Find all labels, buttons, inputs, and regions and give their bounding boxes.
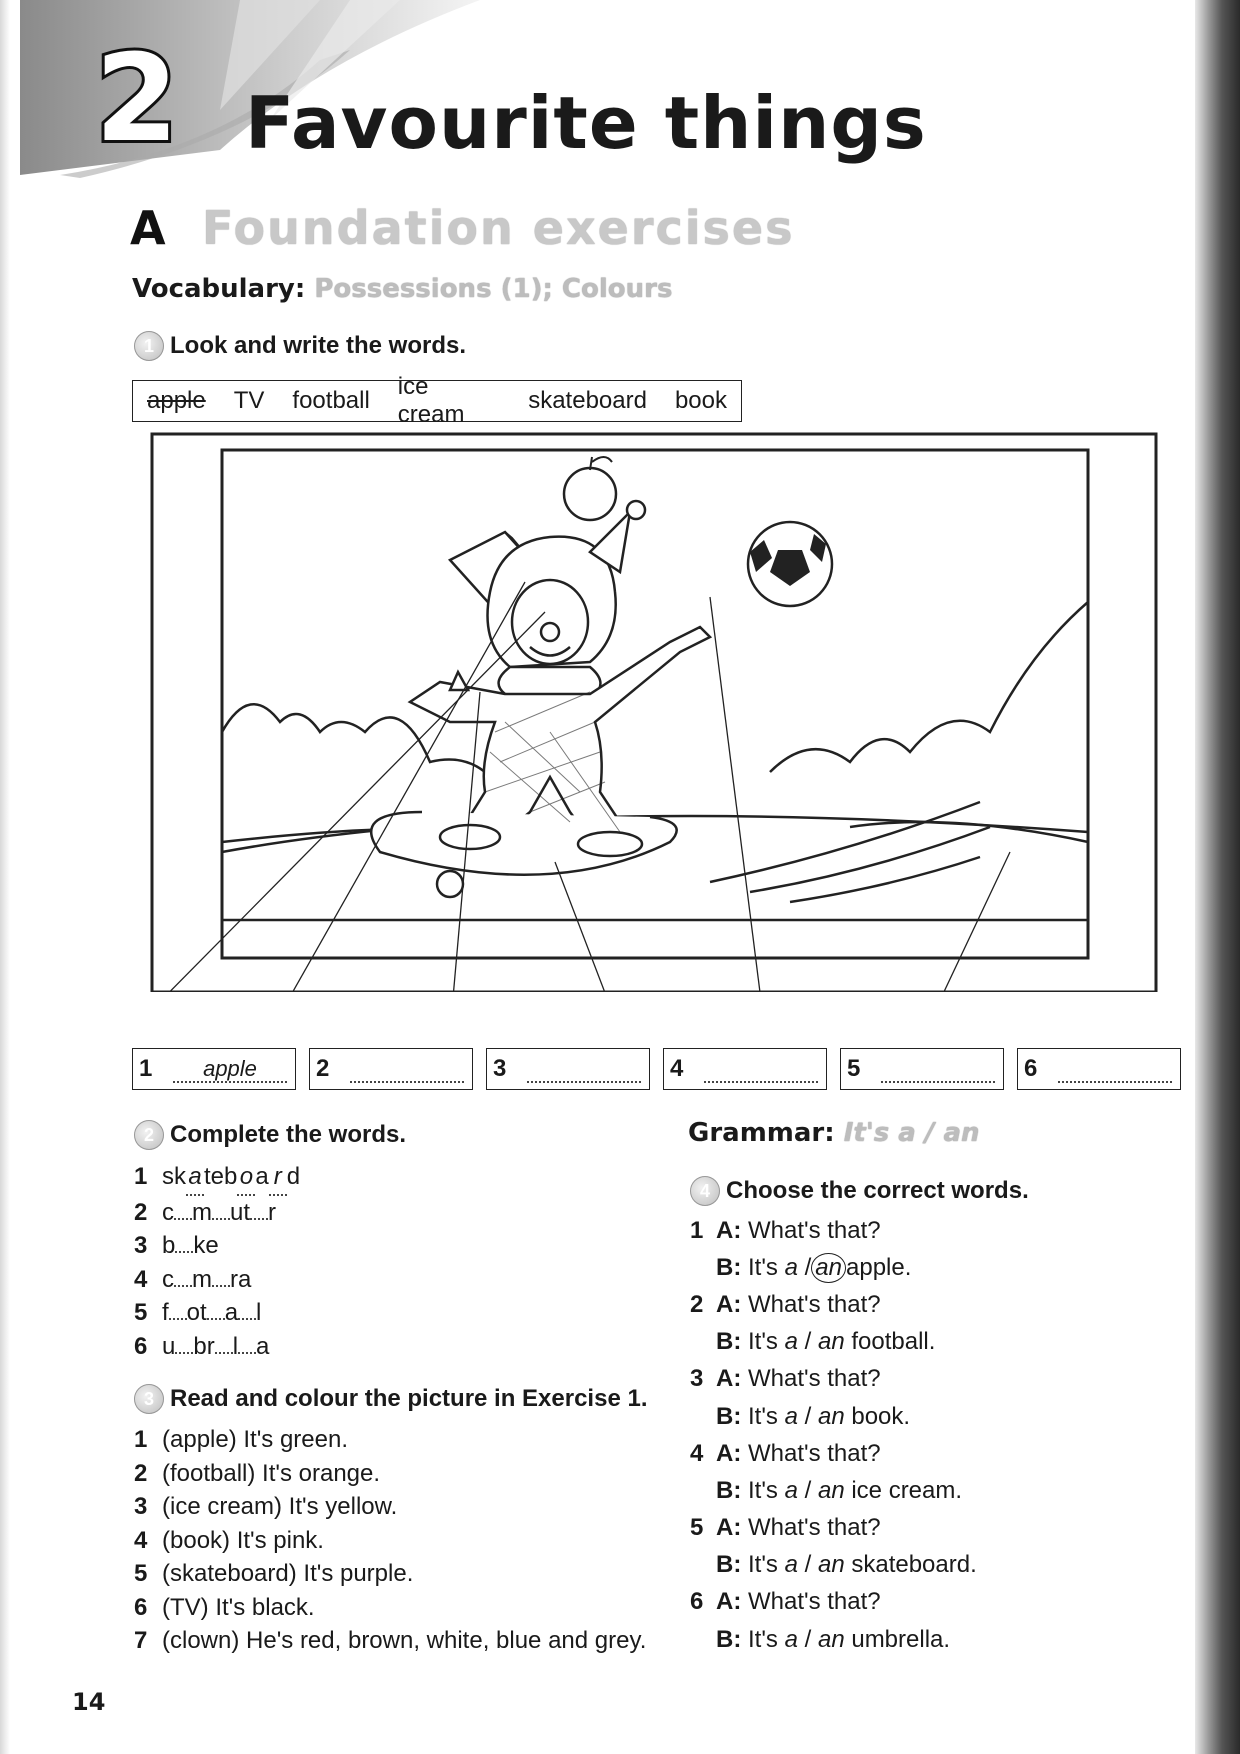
list-item: 4 c m ra (134, 1265, 252, 1293)
word-book: book (674, 387, 727, 414)
letter-part: ot (186, 1299, 207, 1326)
answer-box-2[interactable]: 2 (309, 1048, 473, 1090)
letter-part: ut (230, 1198, 251, 1226)
letter-part: l (256, 1299, 262, 1326)
section-letter: A (130, 201, 166, 255)
question-row: 5 A: What's that? (690, 1514, 881, 1542)
letter-gap[interactable] (207, 1318, 225, 1320)
answer-row: B: It's a / an apple. (716, 1253, 912, 1281)
page-number: 14 (72, 1688, 106, 1716)
exercise-2-heading (134, 1120, 406, 1150)
letter-gap[interactable] (169, 1318, 187, 1320)
section-title: Foundation exercises (202, 201, 795, 255)
letter-part: a (256, 1332, 270, 1360)
option-an[interactable]: an (817, 1402, 845, 1430)
answer-6-value[interactable] (1058, 1055, 1172, 1083)
letter-gap[interactable] (175, 1251, 193, 1253)
answer-box-3[interactable]: 3 (486, 1048, 650, 1090)
letter-gap[interactable] (238, 1352, 256, 1354)
option-an[interactable]: an (817, 1551, 845, 1579)
list-item: 3 (ice cream) It's yellow. (134, 1493, 398, 1520)
list-item: 1 (apple) It's green. (134, 1426, 349, 1453)
unit-number: 2 (95, 30, 179, 169)
list-item: 2 (football) It's orange. (134, 1459, 381, 1487)
option-an[interactable]: an (811, 1253, 846, 1283)
answer-row: B: It's a / an umbrella. (716, 1625, 951, 1653)
letter-gap[interactable] (174, 1218, 192, 1220)
grammar-heading (688, 1116, 980, 1150)
option-a[interactable]: a (784, 1625, 798, 1653)
page-binding-shadow (1195, 0, 1240, 1754)
letter-part: r (268, 1198, 277, 1226)
letter-gap[interactable] (250, 1218, 268, 1220)
letter-part: u (162, 1332, 176, 1360)
answer-2-value[interactable] (350, 1055, 464, 1083)
exercise-4-instruction: Choose the correct words. (726, 1177, 1029, 1204)
option-a[interactable]: a (784, 1402, 798, 1430)
answer-row: B: It's a / an book. (716, 1402, 911, 1430)
answer-row: B: It's a / an skateboard. (716, 1551, 977, 1579)
answer-5-value[interactable] (881, 1055, 995, 1083)
list-item: 2 c m ut r (134, 1198, 277, 1226)
letter-gap[interactable]: r (269, 1160, 287, 1196)
option-a[interactable]: a (784, 1253, 798, 1281)
answer-3-value[interactable] (527, 1055, 641, 1083)
letter-gap[interactable] (212, 1285, 230, 1287)
list-item: 6 u br l a (134, 1332, 270, 1360)
exercise-4-number: 4 (690, 1176, 720, 1206)
answer-box-6[interactable]: 6 (1017, 1048, 1181, 1090)
letter-part: c (162, 1265, 174, 1293)
letter-part: f (162, 1299, 169, 1326)
letter-gap[interactable] (175, 1352, 193, 1354)
exercise-3-list (134, 1423, 694, 1658)
list-item: 6 (TV) It's black. (134, 1593, 315, 1621)
letter-gap[interactable]: a (186, 1160, 204, 1196)
word-football: football (292, 387, 370, 414)
word-apple: apple (147, 387, 206, 414)
letter-gap[interactable]: o (237, 1160, 255, 1196)
exercise-4-heading (690, 1176, 1029, 1206)
letter-part: b (162, 1232, 176, 1259)
question-row: 6 A: What's that? (690, 1588, 881, 1616)
letter-part: a (224, 1299, 239, 1326)
option-an[interactable]: an (817, 1476, 845, 1504)
apple-drawing (564, 457, 616, 520)
letter-part: sk (162, 1163, 186, 1190)
answer-row: B: It's a / an football. (716, 1328, 936, 1356)
exercise-2-list (134, 1160, 654, 1363)
option-a[interactable]: a (784, 1476, 798, 1504)
letter-part: br (193, 1332, 215, 1360)
question-row: 3 A: What's that? (690, 1365, 881, 1393)
answer-4-value[interactable] (704, 1055, 818, 1083)
list-item: 7 (clown) He's red, brown, white, blue and grey. (134, 1627, 647, 1654)
answer-box-4[interactable]: 4 (663, 1048, 827, 1090)
letter-gap[interactable] (212, 1218, 230, 1220)
question-row: 1 A: What's that? (690, 1216, 881, 1244)
exercise-3-heading (134, 1384, 647, 1414)
option-a[interactable]: a (784, 1328, 798, 1356)
letter-part: l (232, 1332, 239, 1360)
exercise-3-instruction: Read and colour the picture in Exercise 1. (170, 1385, 648, 1412)
exercise-4-list (690, 1212, 1150, 1658)
option-an[interactable]: an (817, 1625, 845, 1653)
question-row: 2 A: What's that? (690, 1290, 881, 1318)
unit-title: Favourite things (245, 81, 927, 165)
letter-part: teb (204, 1163, 238, 1190)
clown-tv-illustration (150, 432, 1160, 992)
letter-part: ra (230, 1265, 252, 1293)
list-item: 5 f ot a l (134, 1299, 262, 1326)
letter-gap[interactable] (215, 1352, 233, 1354)
letter-part: a (255, 1163, 269, 1190)
question-row: 4 A: What's that? (690, 1439, 881, 1467)
list-item: 3 b ke (134, 1232, 219, 1259)
answer-row: B: It's a / an ice cream. (716, 1476, 963, 1504)
word-tv: TV (233, 387, 265, 414)
list-item: 5 (skateboard) It's purple. (134, 1560, 414, 1587)
letter-part: d (286, 1163, 301, 1190)
option-a[interactable]: a (784, 1551, 798, 1579)
letter-part: m (192, 1265, 212, 1293)
exercise-1-instruction: Look and write the words. (170, 332, 467, 359)
page-left-edge (0, 0, 10, 1754)
word-skateboard: skateboard (528, 387, 647, 414)
answer-box-5[interactable]: 5 (840, 1048, 1004, 1090)
exercise-3-number: 3 (134, 1384, 164, 1414)
letter-part: m (192, 1198, 212, 1226)
exercise-2-instruction: Complete the words. (170, 1121, 407, 1148)
exercise-2-number: 2 (134, 1120, 164, 1150)
vocabulary-label: Vocabulary: (132, 274, 306, 304)
vocabulary-heading (132, 272, 672, 306)
answer-box-1[interactable]: 1 apple (132, 1048, 296, 1090)
option-an[interactable]: an (817, 1328, 845, 1356)
list-item: 4 (book) It's pink. (134, 1526, 324, 1554)
letter-part: ke (193, 1232, 219, 1259)
grammar-topic: It's a / an (843, 1118, 980, 1148)
letter-gap[interactable] (238, 1318, 256, 1320)
exercise-1-heading (134, 331, 466, 361)
word-ice-cream: ice cream (397, 373, 465, 428)
grammar-label: Grammar: (688, 1118, 835, 1148)
vocabulary-topic: Possessions (1); Colours (314, 274, 673, 304)
answer-1-value[interactable]: apple (173, 1055, 287, 1083)
football-drawing (748, 522, 832, 606)
clown-drawing (371, 501, 710, 897)
list-item: 1 skateboa r d (134, 1160, 654, 1196)
letter-part: c (162, 1198, 174, 1226)
exercise-1-number: 1 (134, 331, 164, 361)
word-box (132, 373, 742, 428)
letter-gap[interactable] (174, 1285, 192, 1287)
